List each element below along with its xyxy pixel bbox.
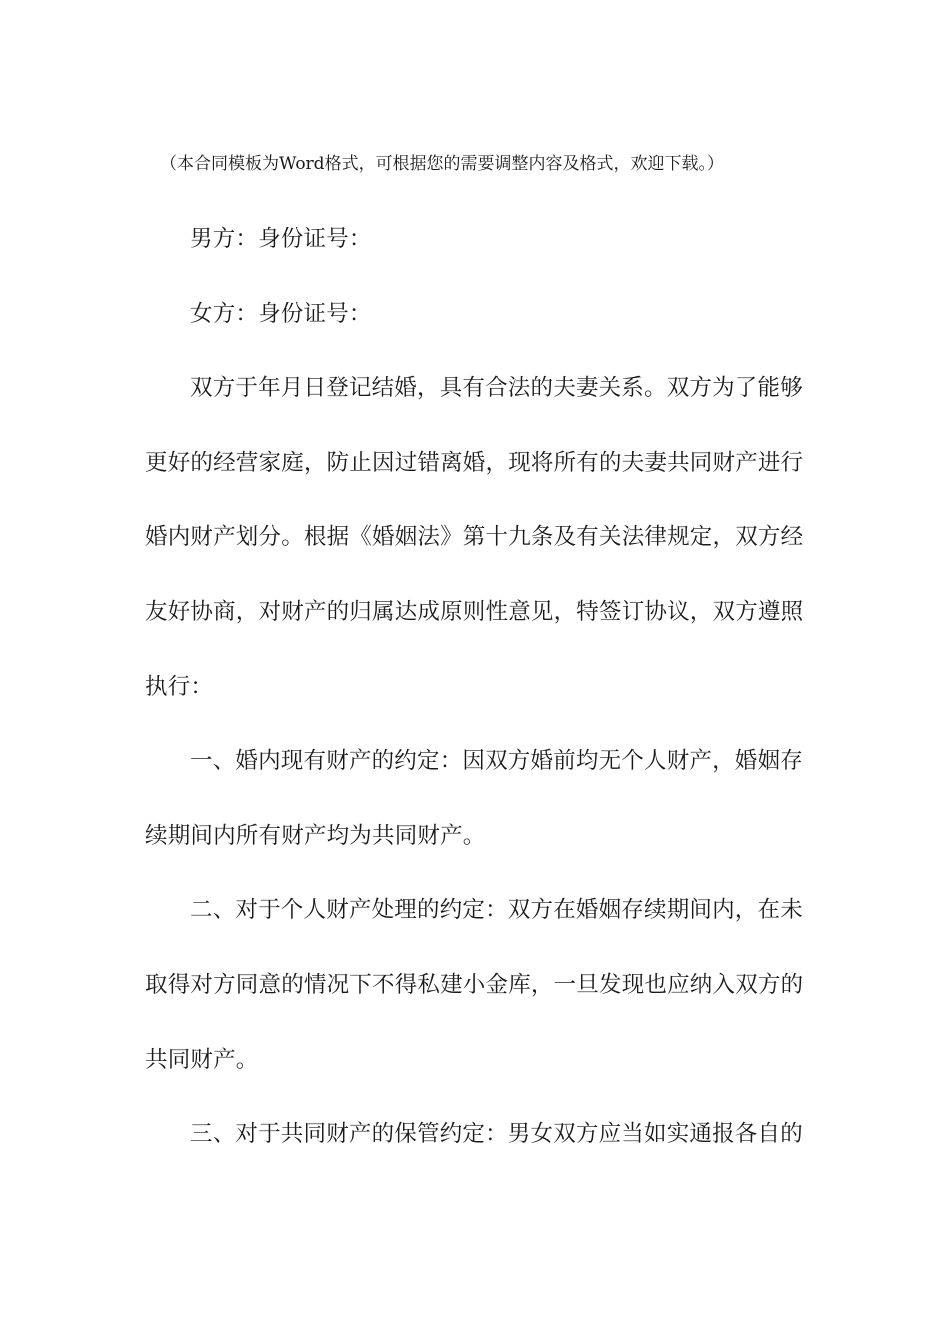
clause-2-line-2: 取得对方同意的情况下不得私建小金库，一旦发现也应纳入双方的	[145, 972, 804, 998]
preamble-line-2: 更好的经营家庭，防止因过错离婚，现将所有的夫妻共同财产进行	[145, 450, 804, 476]
clause-2-line-1: 二、对于个人财产处理的约定：双方在婚姻存续期间内，在未	[190, 897, 803, 923]
clause-1-line-1: 一、婚内现有财产的约定：因双方婚前均无个人财产，婚姻存	[190, 748, 803, 774]
template-note: （本合同模板为Word格式，可根据您的需要调整内容及格式，欢迎下载。）	[160, 154, 725, 174]
male-party-line: 男方：身份证号：	[190, 226, 372, 252]
preamble-line-1: 双方于年月日登记结婚，具有合法的夫妻关系。双方为了能够	[190, 375, 803, 401]
female-party-line: 女方：身份证号：	[190, 301, 372, 327]
clause-2-line-3: 共同财产。	[145, 1047, 259, 1073]
preamble-line-4: 友好协商，对财产的归属达成原则性意见，特签订协议，双方遵照	[145, 599, 804, 625]
preamble-line-3: 婚内财产划分。根据《婚姻法》第十九条及有关法律规定，双方经	[145, 524, 804, 550]
preamble-line-5: 执行：	[145, 674, 214, 700]
clause-3-line-1: 三、对于共同财产的保管约定：男女双方应当如实通报各自的	[190, 1121, 803, 1147]
clause-1-line-2: 续期间内所有财产均为共同财产。	[145, 823, 486, 849]
